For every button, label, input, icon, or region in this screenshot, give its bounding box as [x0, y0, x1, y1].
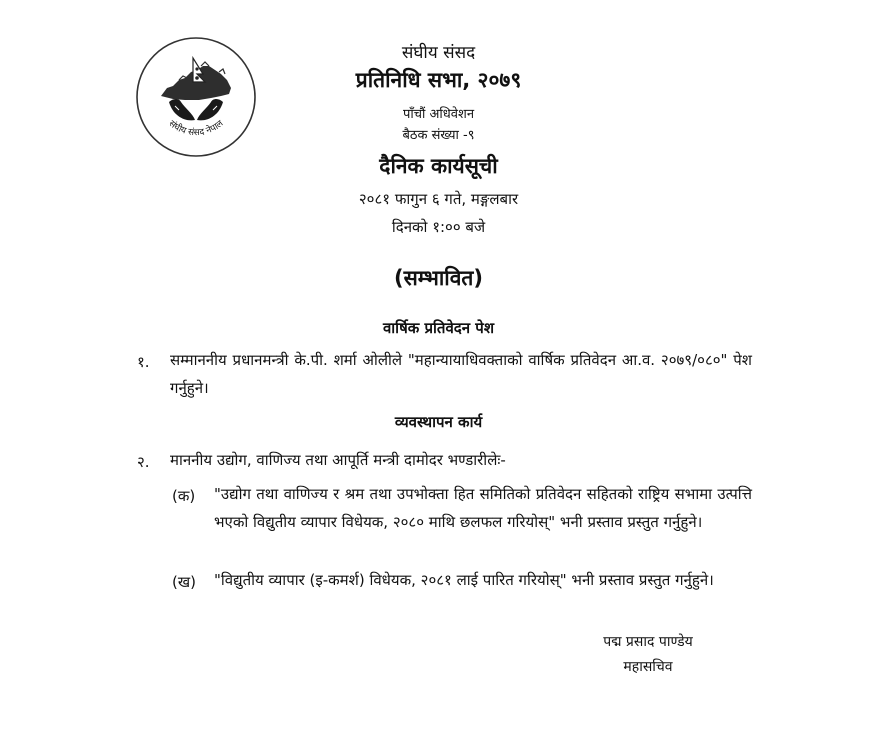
- signatory-title: महासचिव: [623, 659, 673, 675]
- item-number: २.: [137, 453, 150, 471]
- house-title: प्रतिनिधि सभा, २०७९: [355, 68, 522, 92]
- subitem-text: "विद्युतीय व्यापार (इ-कमर्श) विधेयक, २०८१ लाई पारित गरियोस्" भनी प्रस्ताव प्रस्तुत गर्नुहुने।: [214, 571, 714, 589]
- subitem-label: (ख): [172, 573, 196, 591]
- meeting-date: २०८१ फागुन ६ गते, मङ्गलबार: [358, 190, 519, 208]
- status-label: (सम्भावित): [394, 266, 483, 290]
- session-label: पाँचौं अधिवेशन: [402, 107, 475, 122]
- meeting-time: दिनको १:०० बजे: [391, 218, 486, 236]
- subitem-label: (क): [172, 487, 196, 505]
- seal-text: संघीय संसद नेपाल: [166, 118, 226, 139]
- signatory-name: पद्म प्रसाद पाण्डेय: [603, 634, 693, 650]
- agenda-item-text: माननीय उद्योग, वाणिज्य तथा आपूर्ति मन्त्री दामोदर भण्डारीलेः-: [170, 451, 506, 469]
- parliament-name: संघीय संसद: [401, 43, 476, 63]
- section-heading-annual-report: वार्षिक प्रतिवेदन पेश: [382, 319, 495, 337]
- subitem-text: "उद्योग तथा वाणिज्य र श्रम तथा उपभोक्ता हित समितिको प्रतिवेदन सहितको राष्ट्रिय सभामा उत्पत्ति भएको विद्युतीय व्यापार विधेयक, २०८० माथि छलफल गरियोस्" भनी प्रस्ताव प्रस्तुत गर्नुहुने।: [214, 485, 752, 531]
- agenda-title: दैनिक कार्यसूची: [379, 154, 498, 178]
- agenda-item-text: सम्माननीय प्रधानमन्त्री के.पी. शर्मा ओलीले "महान्यायाधिवक्ताको वार्षिक प्रतिवेदन आ.व. २०७९/०८०" पेश गर्नुहुने।: [170, 351, 752, 397]
- meeting-number: बैठक संख्या -९: [402, 128, 475, 143]
- section-heading-legislative-business: व्यवस्थापन कार्य: [394, 413, 483, 431]
- item-number: १.: [137, 353, 150, 371]
